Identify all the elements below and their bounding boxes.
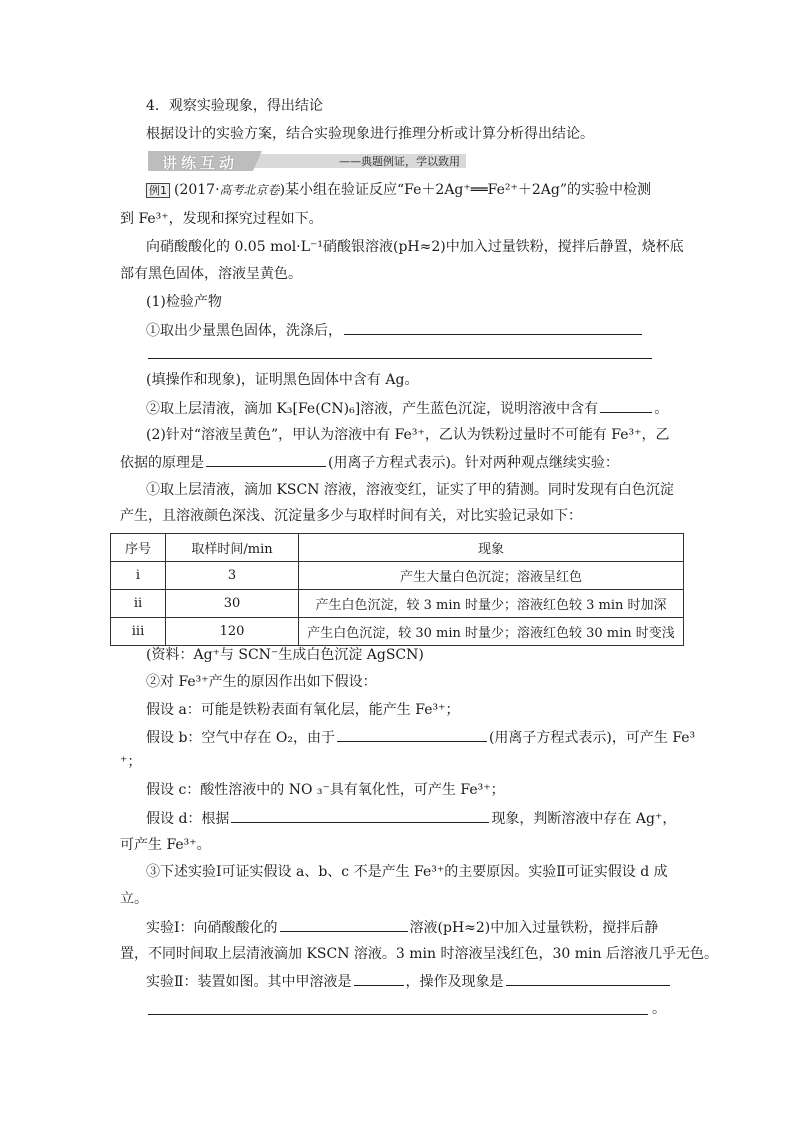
q1-a-end: (填操作和现象)，证明黑色固体中含有 Ag。 <box>146 372 419 388</box>
part3-line2: 立。 <box>120 891 148 907</box>
hypothesis-a: 假设 a：可能是铁粉表面有氧化层，能产生 Fe³⁺； <box>146 702 460 718</box>
answer-blank[interactable] <box>506 971 670 986</box>
experiment1-line2: 置，不同时间取上层清液滴加 KSCN 溶液。3 min 时溶液呈浅红色，30 min 后溶液几乎无色。 <box>120 946 718 962</box>
answer-blank[interactable] <box>600 398 652 413</box>
q1-a: ①取出少量黑色固体，洗涤后， <box>146 320 644 341</box>
hypothesis-d-cont: 可产生 Fe³⁺。 <box>120 837 211 853</box>
end-mark: 。 <box>652 1001 666 1017</box>
part2-b: ②对 Fe³⁺产生的原因作出如下假设： <box>146 674 377 690</box>
banner-title: 讲练互动 <box>162 154 239 172</box>
example-line2: 到 Fe³⁺，发现和探究过程如下。 <box>120 211 323 227</box>
table-row <box>111 590 684 618</box>
note: (资料：Ag⁺与 SCN⁻生成白色沉淀 AgSCN) <box>146 647 424 663</box>
results-table <box>110 533 684 646</box>
q2-a-line1: ①取上层清液，滴加 KSCN 溶液，溶液变红，证实了甲的猜测。同时发现有白色沉淀 <box>146 482 674 498</box>
table-cell: 120 <box>166 618 299 646</box>
example-source: 高考北京卷 <box>219 183 280 197</box>
table-cell: 产生白色沉淀，较 3 min 时量少；溶液红色较 3 min 时加深 <box>299 590 684 618</box>
answer-line[interactable] <box>148 358 652 359</box>
table-cell: 产生大量白色沉淀；溶液呈红色 <box>299 562 684 590</box>
q2-a-line2: 产生，且溶液颜色深浅、沉淀量多少与取样时间有关，对比实验记录如下： <box>120 508 582 524</box>
table-header: 现象 <box>299 534 684 562</box>
q1-b: ②取上层清液，滴加 K₃[Fe(CN)₆]溶液，产生蓝色沉淀，说明溶液中含有 。 <box>146 398 668 419</box>
table-cell: i <box>111 562 166 590</box>
hypothesis-b-cont: ⁺； <box>120 754 142 770</box>
table-header: 取样时间/min <box>166 534 299 562</box>
table-header-row <box>111 534 684 562</box>
answer-blank[interactable] <box>344 320 642 335</box>
table-cell: ii <box>111 590 166 618</box>
q2-line1: (2)针对“溶液呈黄色”，甲认为溶液中有 Fe³⁺，乙认为铁粉过量时不可能有 Fe³⁺，乙 <box>146 427 670 443</box>
answer-blank[interactable] <box>337 727 487 742</box>
experiment1-line1: 实验Ⅰ：向硝酸酸化的 溶液(pH≈2)中加入过量铁粉，搅拌后静 <box>146 917 658 938</box>
hypothesis-c: 假设 c：酸性溶液中的 NO ₃⁻具有氧化性，可产生 Fe³⁺； <box>146 782 505 798</box>
hypothesis-d: 假设 d：根据 现象，判断溶液中存在 Ag⁺， <box>146 808 676 829</box>
hypothesis-b: 假设 b：空气中存在 O₂，由于 (用离子方程式表示)，可产生 Fe³ <box>146 727 695 748</box>
q2-line2: 依据的原理是 (用离子方程式表示)。针对两种观点继续实验： <box>120 452 619 473</box>
example-line1: 例1 (2017·高考北京卷)某小组在验证反应“Fe＋2Ag⁺══Fe²⁺＋2Ag”的实验中检测 <box>146 180 651 200</box>
answer-blank[interactable] <box>354 971 404 986</box>
answer-blank[interactable] <box>231 808 489 823</box>
experiment2: 实验Ⅱ：装置如图。其中甲溶液是 ，操作及现象是 <box>146 971 672 992</box>
part3-line1: ③下述实验Ⅰ可证实假设 a、b、c 不是产生 Fe³⁺的主要原因。实验Ⅱ可证实假设 d 成 <box>146 864 668 880</box>
table-row <box>111 618 684 646</box>
answer-blank[interactable] <box>280 917 408 932</box>
table-cell: 30 <box>166 590 299 618</box>
section4-heading: 4．观察实验现象，得出结论 <box>146 98 323 114</box>
table-header: 序号 <box>111 534 166 562</box>
q1-heading: (1)检验产物 <box>146 294 222 310</box>
section4-text: 根据设计的实验方案，结合实验现象进行推理分析或计算分析得出结论。 <box>146 126 594 142</box>
para1-line2: 部有黑色固体，溶液呈黄色。 <box>120 266 302 282</box>
table-cell: iii <box>111 618 166 646</box>
example-tag: 例1 <box>146 183 170 198</box>
table-cell: 产生白色沉淀，较 30 min 时量少；溶液红色较 30 min 时变浅 <box>299 618 684 646</box>
table-cell: 3 <box>166 562 299 590</box>
banner-subtitle: ——典题例证，学以致用 <box>339 155 460 168</box>
answer-blank[interactable] <box>206 452 326 467</box>
para1-line1: 向硝酸酸化的 0.05 mol·L⁻¹硝酸银溶液(pH≈2)中加入过量铁粉，搅拌后静置，烧杯底 <box>146 239 684 255</box>
answer-line[interactable] <box>148 1014 648 1015</box>
section-banner <box>148 151 466 171</box>
table-row <box>111 562 684 590</box>
